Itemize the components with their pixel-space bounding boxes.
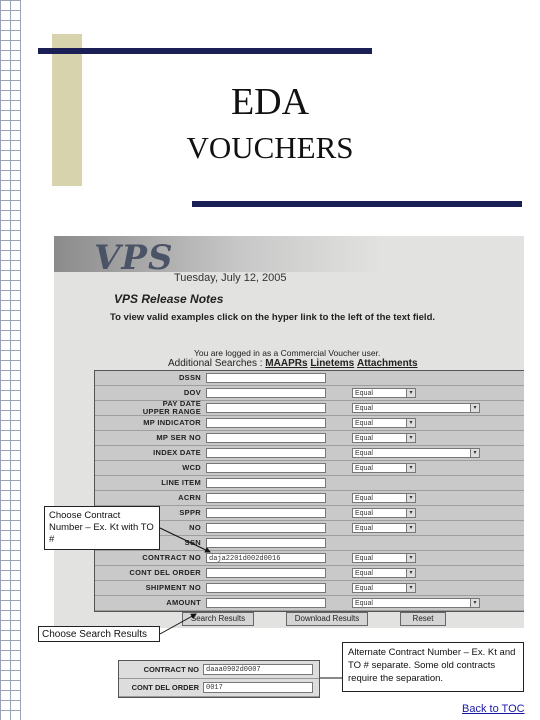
operator-select-value: Equal xyxy=(355,450,373,457)
additional-searches-label: Additional Searches : xyxy=(168,358,263,369)
form-row-label-text: DOV xyxy=(183,388,201,397)
form-row-label-text: INDEX DATE xyxy=(153,448,201,457)
chevron-down-icon: ▾ xyxy=(406,524,415,532)
form-row-label-text: CONTRACT NO xyxy=(142,553,201,562)
alt-form-row xyxy=(119,661,319,679)
chevron-down-icon: ▾ xyxy=(470,599,479,607)
chevron-down-icon: ▾ xyxy=(406,554,415,562)
form-row-label-text: MP INDICATOR xyxy=(143,418,201,427)
operator-select-value: Equal xyxy=(355,465,373,472)
alt-form-row-input[interactable]: 0017 xyxy=(203,682,313,693)
logged-in-text: You are logged in as a Commercial Voucher user. xyxy=(194,348,381,358)
link-attachments[interactable]: Attachments xyxy=(357,358,418,369)
chevron-down-icon: ▾ xyxy=(406,389,415,397)
chevron-down-icon: ▾ xyxy=(470,404,479,412)
arrow-to-contract-field xyxy=(160,528,210,552)
release-notes-link[interactable]: VPS Release Notes xyxy=(114,292,224,306)
chevron-down-icon: ▾ xyxy=(406,584,415,592)
form-row-label-text: SSN xyxy=(184,538,201,547)
alt-form-row-input[interactable]: daaa0902d0007 xyxy=(203,664,313,675)
operator-select-value: Equal xyxy=(355,390,373,397)
operator-select-value: Equal xyxy=(355,570,373,577)
slide-subtitle: VOUCHERS xyxy=(186,130,354,165)
operator-select-value: Equal xyxy=(355,555,373,562)
chevron-down-icon: ▾ xyxy=(406,509,415,517)
form-row-label-text: WCD xyxy=(182,463,201,472)
callout-contract-number: Choose Contract Number – Ex. Kt with TO # xyxy=(44,506,160,550)
alt-form-row-label: CONTRACT NO xyxy=(143,665,199,674)
chevron-down-icon: ▾ xyxy=(406,464,415,472)
alternate-contract-form xyxy=(118,660,320,698)
operator-select-value: Equal xyxy=(355,495,373,502)
form-row-label-text: SHIPMENT NO xyxy=(145,583,201,592)
chevron-down-icon: ▾ xyxy=(406,419,415,427)
vps-logo: VPS xyxy=(94,238,174,278)
link-lineitems[interactable]: Linetems xyxy=(310,358,355,369)
instructions-text: To view valid examples click on the hyper link to the left of the text field. xyxy=(110,312,436,323)
slide-title: EDA xyxy=(230,81,310,123)
operator-select-value: Equal xyxy=(355,435,373,442)
operator-select-value: Equal xyxy=(355,600,373,607)
form-row-label-text: NO xyxy=(189,523,201,532)
operator-select-value: Equal xyxy=(355,510,373,517)
alt-form-row-label: CONT DEL ORDER xyxy=(131,683,199,692)
link-maaprs[interactable]: MAAPRs xyxy=(265,358,308,369)
operator-select-value: Equal xyxy=(355,420,373,427)
alt-form-row xyxy=(119,679,319,697)
back-to-toc-link[interactable]: Back to TOC xyxy=(462,703,525,715)
operator-select-value: Equal xyxy=(355,525,373,532)
form-row-label-text: ACRN xyxy=(178,493,201,502)
form-row-label-text: LINE ITEM xyxy=(161,478,201,487)
form-row-input[interactable]: daja2201d002d0016 xyxy=(206,553,326,563)
form-row-label-text: SPPR xyxy=(179,508,201,517)
chevron-down-icon: ▾ xyxy=(406,494,415,502)
operator-select-value: Equal xyxy=(355,585,373,592)
operator-select-value: Equal xyxy=(355,405,373,412)
chevron-down-icon: ▾ xyxy=(470,449,479,457)
download-results-button[interactable]: Download Results xyxy=(286,612,368,626)
callout-search-results: Choose Search Results xyxy=(38,626,160,642)
chevron-down-icon: ▾ xyxy=(406,434,415,442)
arrow-to-search-button xyxy=(160,614,196,634)
reset-button[interactable]: Reset xyxy=(400,612,446,626)
form-row-label-text: CONT DEL ORDER xyxy=(129,568,201,577)
search-results-button[interactable]: Search Results xyxy=(182,612,254,626)
form-row-label-text: PAY DATE xyxy=(162,399,201,408)
form-row-label-text: MP SER NO xyxy=(156,433,201,442)
form-row-label-text: DSSN xyxy=(178,373,201,382)
chevron-down-icon: ▾ xyxy=(406,569,415,577)
form-row-label-text: UPPER RANGE xyxy=(142,407,201,416)
form-row-label-text: AMOUNT xyxy=(166,598,201,607)
current-date: Tuesday, July 12, 2005 xyxy=(174,272,287,284)
callout-alternate-contract: Alternate Contract Number – Ex. Kt and TO # separate. Some old contracts require the separation. xyxy=(342,642,524,692)
